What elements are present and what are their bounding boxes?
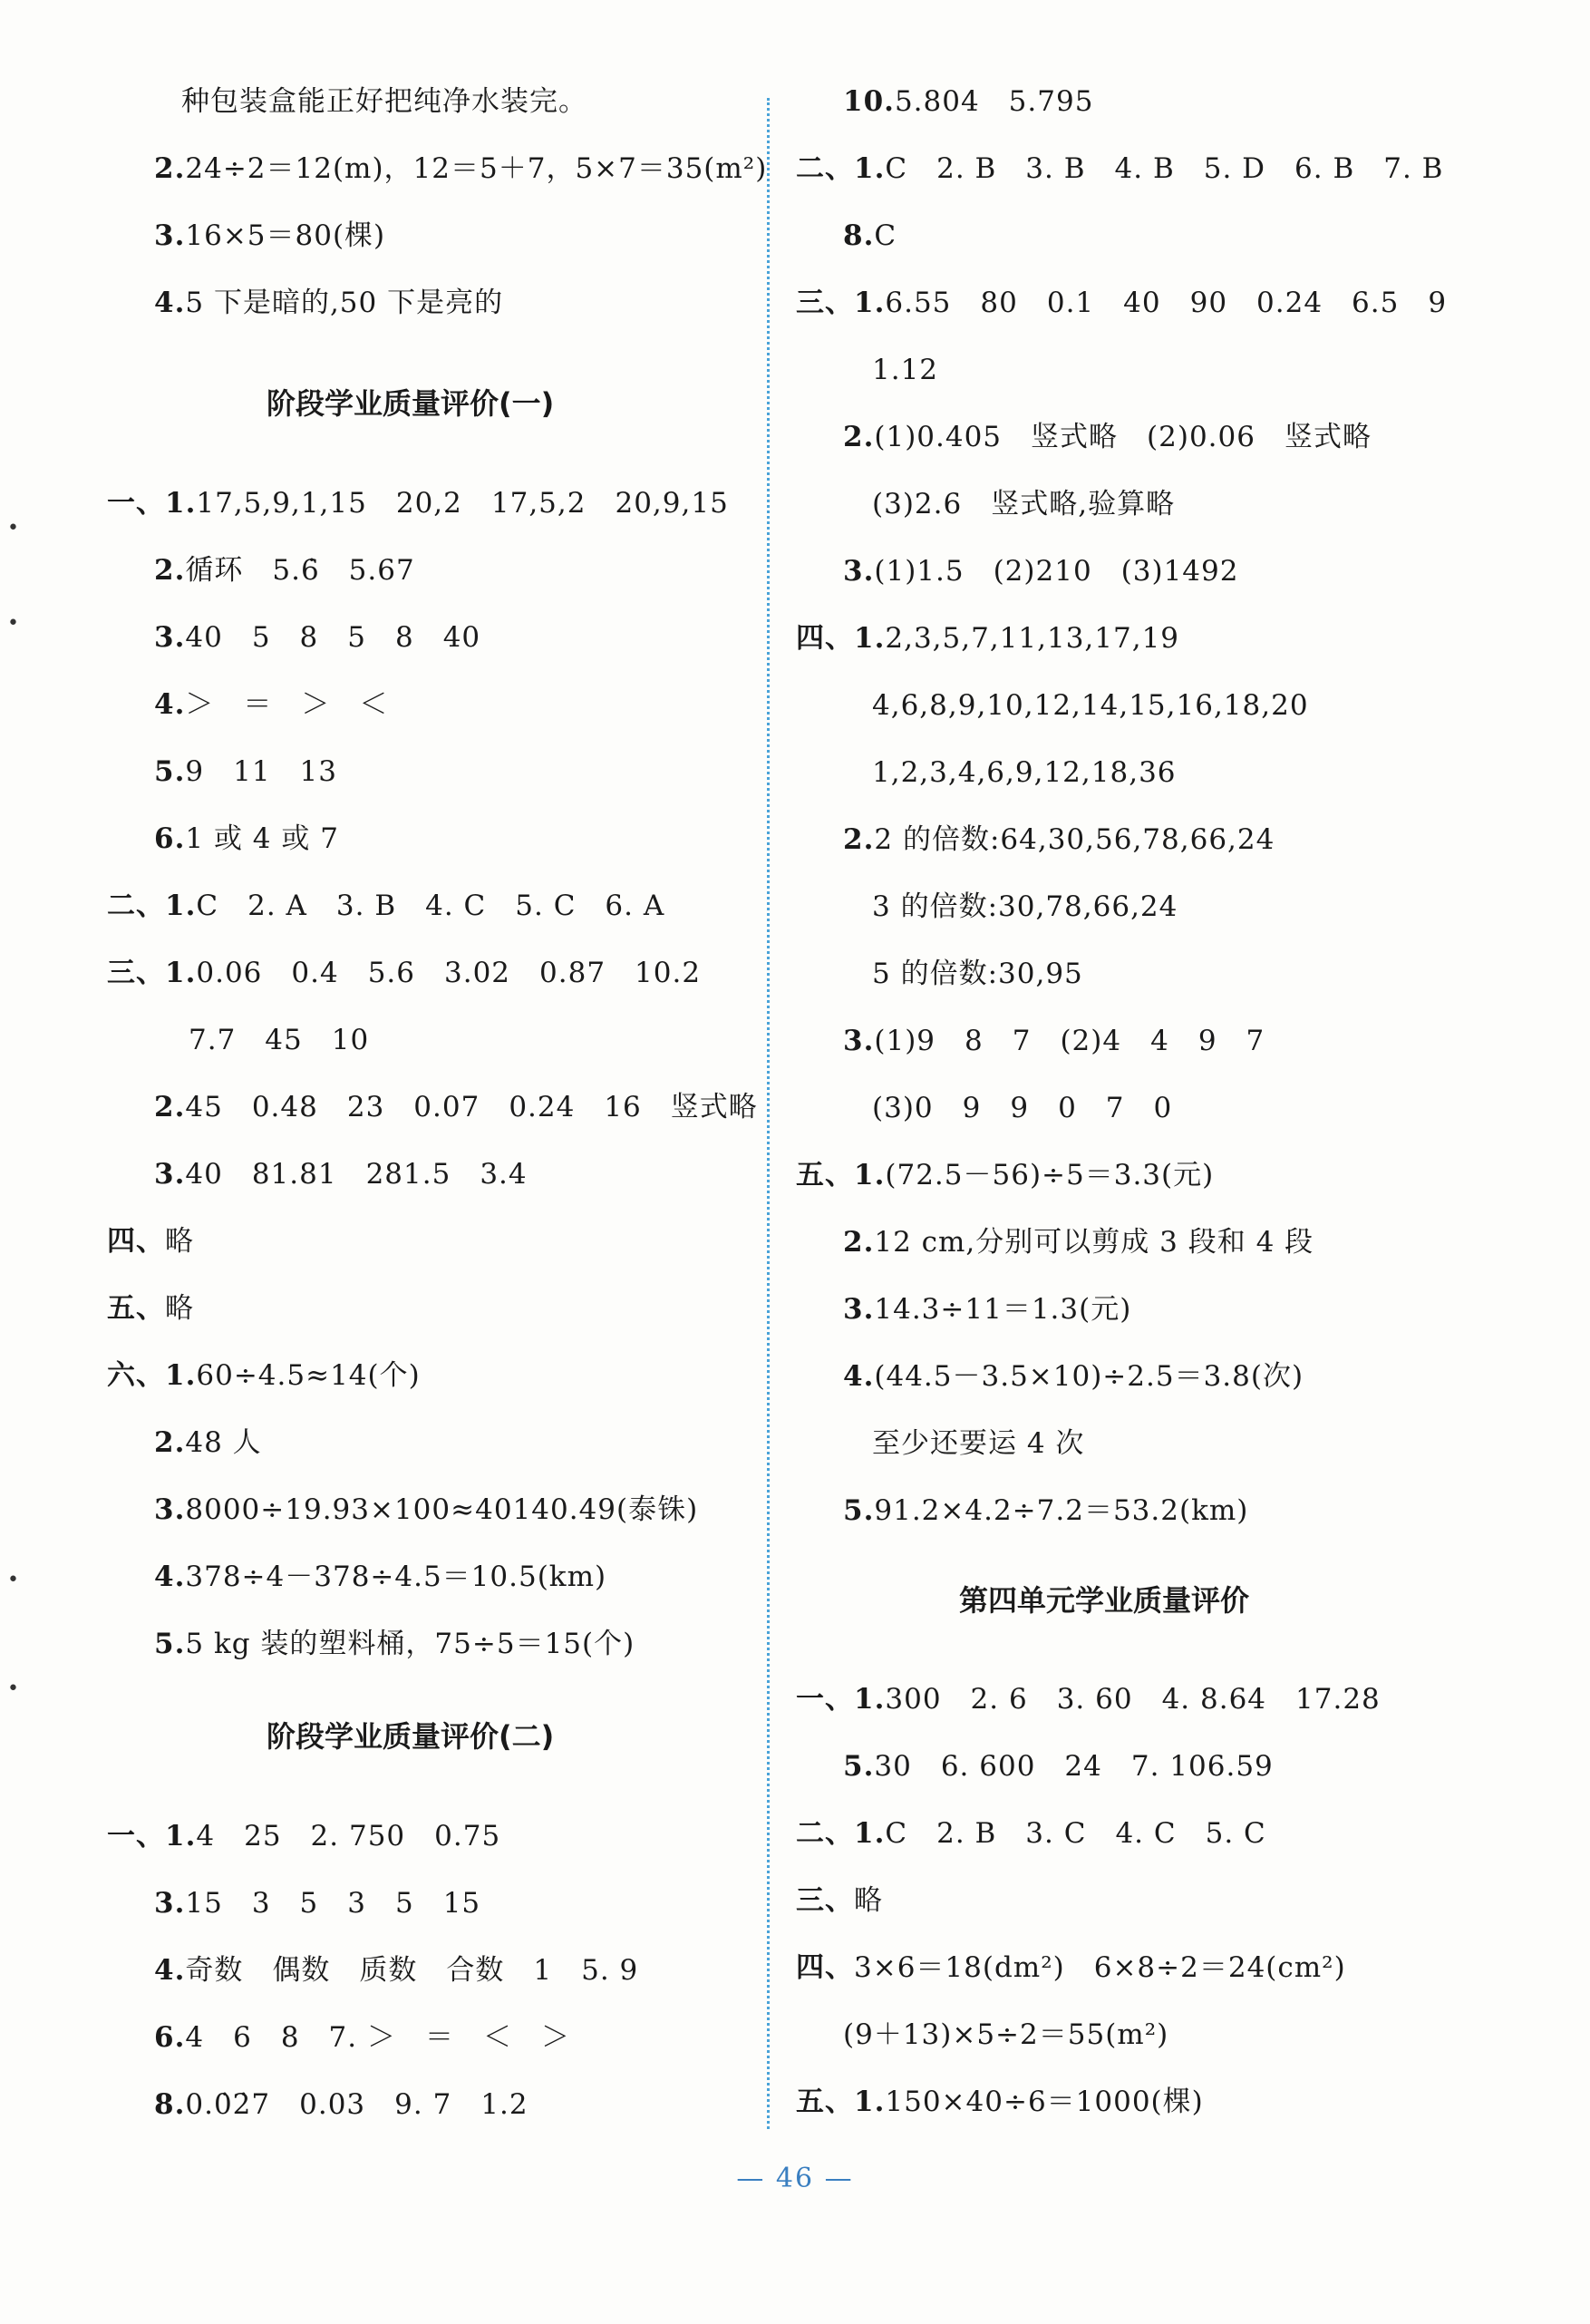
answer-continuation (872, 889, 1178, 925)
answer-line (154, 285, 503, 321)
answer-line (154, 754, 337, 790)
answer-line (154, 1492, 698, 1528)
answer-number: 3. (154, 621, 186, 654)
answer-continuation (872, 687, 1309, 724)
section-heading: 第四单元学业质量评价 (959, 1583, 1250, 1618)
answer-text: 2 的倍数:64,30,56,78,66,24 (874, 823, 1275, 856)
answer-text: (44.5－3.5×10)÷2.5＝3.8(次) (874, 1360, 1304, 1393)
answer-number: 四、1. (796, 622, 886, 655)
answer-line (796, 2084, 1204, 2120)
answer-text: 9 11 13 (185, 755, 337, 788)
answer-continuation (872, 956, 1083, 992)
answer-text: 略 (854, 1884, 883, 1917)
answer-text: 3 的倍数:30,78,66,24 (872, 890, 1178, 923)
answer-number: 3. (154, 219, 186, 252)
answer-line (154, 2019, 570, 2056)
answer-text: C 2. A 3. B 4. C 5. C 6. A (196, 890, 665, 922)
margin-mark: • (7, 612, 19, 635)
answer-text: 5.804 5.795 (894, 85, 1094, 118)
answer-text: 7.7 45 10 (189, 1024, 370, 1056)
section-heading: 阶段学业质量评价(一) (267, 386, 555, 421)
margin-mark: • (7, 1677, 19, 1700)
answer-continuation (872, 1090, 1172, 1126)
answer-text: 4 6 8 7. ＞ ＝ ＜ ＞ (185, 2021, 570, 2054)
answer-line (107, 1818, 500, 1854)
answer-line (843, 218, 897, 254)
answer-number: 8. (154, 2088, 186, 2121)
answer-line (107, 1357, 421, 1394)
answer-text: (1)0.405 竖式略 (2)0.06 竖式略 (874, 421, 1372, 453)
answer-number: 二、1. (107, 890, 197, 922)
answer-text: (3)0 9 9 0 7 0 (872, 1092, 1173, 1124)
answer-number: 2. (843, 1226, 875, 1259)
answer-number: 4. (154, 287, 186, 319)
answer-text: (72.5－56)÷5＝3.3(元) (885, 1159, 1215, 1191)
answer-number: 4. (154, 1561, 186, 1593)
answer-text: 24÷2＝12(m)，12＝5＋7，5×7＝35(m²) (185, 152, 768, 185)
answer-number: 四、 (796, 1951, 854, 1984)
answer-text: 30 6. 600 24 7. 106.59 (874, 1750, 1274, 1783)
answer-number: 6. (154, 822, 186, 855)
answer-line (796, 1950, 1346, 1986)
answer-continuation (189, 1022, 369, 1058)
answer-number: 2. (154, 554, 186, 587)
answer-text: 60÷4.5≈14(个) (196, 1359, 421, 1392)
answer-text: 2,3,5,7,11,13,17,19 (885, 622, 1180, 655)
answer-line (107, 1290, 194, 1327)
answer-text: 6.55 80 0.1 40 90 0.24 6.5 9 (885, 287, 1448, 319)
answer-number: 2. (843, 823, 875, 856)
answer-number: 5. (154, 755, 186, 788)
section-heading: 阶段学业质量评价(二) (267, 1719, 555, 1754)
answer-line (843, 83, 1093, 120)
answer-line (843, 419, 1372, 455)
answer-text: 4,6,8,9,10,12,14,15,16,18,20 (872, 689, 1309, 722)
answer-number: 3. (154, 1493, 186, 1526)
answer-text: 至少还要运 4 次 (872, 1427, 1085, 1460)
answer-number: 一、1. (107, 487, 197, 520)
answer-text: 5 kg 装的塑料桶，75÷5＝15(个) (185, 1628, 635, 1660)
answer-line (154, 1156, 528, 1192)
answer-number: 五、 (107, 1292, 165, 1325)
answer-text: 17,5,9,1,15 20,2 17,5,2 20,9,15 (196, 487, 729, 520)
answer-text: 5 的倍数:30,95 (872, 958, 1083, 990)
answer-text: 14.3÷11＝1.3(元) (874, 1293, 1132, 1326)
answer-text: 8000÷19.93×100≈40140.49(泰铢) (185, 1493, 699, 1526)
answer-text: ＞ ＝ ＞ ＜ (185, 688, 389, 721)
answer-text: 1,2,3,4,6,9,12,18,36 (872, 756, 1177, 789)
answer-number: 3. (843, 1025, 875, 1057)
answer-text: 150×40÷6＝1000(棵) (885, 2086, 1204, 2118)
answer-line (843, 822, 1275, 858)
answer-number: 2. (154, 1091, 186, 1123)
answer-number: 二、1. (796, 1817, 886, 1850)
answer-line (796, 620, 1179, 656)
answer-number: 4. (154, 1954, 186, 1987)
answer-line (796, 1882, 883, 1919)
answer-number: 一、1. (107, 1820, 197, 1852)
answer-continuation (872, 754, 1177, 791)
answer-text: (1)9 8 7 (2)4 4 9 7 (874, 1025, 1265, 1057)
answer-line (154, 151, 767, 187)
answer-line (154, 1425, 262, 1461)
answer-line (154, 619, 480, 656)
answer-number: 四、 (107, 1225, 165, 1258)
answer-text: 378÷4－378÷4.5＝10.5(km) (185, 1561, 607, 1593)
answer-number: 3. (843, 555, 875, 588)
answer-line (154, 686, 388, 723)
answer-line (843, 1224, 1314, 1260)
answer-text: C 2. B 3. C 4. C 5. C (885, 1817, 1266, 1850)
answer-line (796, 285, 1447, 321)
answer-text: 3×6＝18(dm²) 6×8÷2＝24(cm²) (854, 1951, 1346, 1984)
answer-number: 5. (843, 1750, 875, 1783)
answer-number: 二、1. (796, 152, 886, 185)
answer-text: C 2. B 3. B 4. B 5. D 6. B 7. B (885, 152, 1444, 185)
answer-line (154, 821, 339, 857)
answer-number: 三、 (796, 1884, 854, 1917)
answer-number: 5. (154, 1628, 186, 1660)
answer-text: (9＋13)×5÷2＝55(m²) (843, 2018, 1169, 2051)
answer-text: 16×5＝80(棵) (185, 219, 386, 252)
answer-line (154, 1885, 480, 1921)
answer-number: 5. (843, 1494, 875, 1527)
answer-continuation (843, 2017, 1168, 2053)
answer-text: 40 81.81 281.5 3.4 (185, 1158, 528, 1191)
answer-text: 91.2×4.2÷7.2＝53.2(km) (874, 1494, 1249, 1527)
answer-number: 4. (154, 688, 186, 721)
answer-line (796, 151, 1443, 187)
answer-continuation (872, 1425, 1084, 1462)
column-divider (767, 98, 770, 2129)
answer-line (843, 553, 1238, 589)
answer-text: 1 或 4 或 7 (185, 822, 339, 855)
answer-number: 6. (154, 2021, 186, 2054)
answer-line (107, 485, 729, 521)
answer-text: 略 (165, 1225, 194, 1258)
answer-text: 4 25 2. 750 0.75 (196, 1820, 501, 1852)
answer-line (154, 552, 415, 588)
margin-mark: • (7, 1569, 19, 1591)
answer-number: 2. (843, 421, 875, 453)
answer-number: 六、1. (107, 1359, 197, 1392)
answer-text: 0.0̇2̇7 0.03 9. 7 1.2 (185, 2088, 528, 2121)
answer-text: (1)1.5 (2)210 (3)1492 (874, 555, 1239, 588)
answer-text: 1.12 (872, 354, 939, 386)
answer-line (107, 888, 664, 924)
answer-text: 0.06 0.4 5.6 3.02 0.87 10.2 (196, 957, 702, 989)
answer-line (107, 1223, 194, 1259)
answer-text: 种包装盒能正好把纯净水装完。 (181, 85, 587, 118)
answer-text: 15 3 5 3 5 15 (185, 1887, 481, 1920)
answer-line (154, 1089, 758, 1125)
answer-continuation (872, 486, 1175, 522)
answer-number: 10. (843, 85, 895, 118)
answer-line (107, 955, 701, 991)
margin-mark: • (7, 517, 19, 540)
answer-number: 三、1. (107, 957, 197, 989)
page-number: — 46 — (736, 2163, 854, 2194)
answer-number: 五、1. (796, 1159, 886, 1191)
answer-line (843, 1023, 1265, 1059)
answer-text: 40 5 8 5 8 40 (185, 621, 481, 654)
answer-number: 五、1. (796, 2086, 886, 2118)
answer-number: 一、1. (796, 1683, 886, 1716)
answer-line (154, 218, 385, 254)
answer-line (843, 1358, 1304, 1395)
answer-text: 奇数 偶数 质数 合数 1 5. 9 (185, 1954, 639, 1987)
answer-text: 5 下是暗的,50 下是亮的 (185, 287, 504, 319)
answer-number: 4. (843, 1360, 875, 1393)
answer-line (843, 1493, 1248, 1529)
answer-number: 3. (154, 1887, 186, 1920)
answer-text: 12 cm,分别可以剪成 3 段和 4 段 (874, 1226, 1314, 1259)
answer-text: 300 2. 6 3. 60 4. 8.64 17.28 (885, 1683, 1381, 1716)
answer-number: 3. (154, 1158, 186, 1191)
answer-line (154, 1559, 606, 1595)
answer-line (796, 1681, 1381, 1717)
answer-number: 2. (154, 152, 186, 185)
answer-text: 循环 5.6̇ 5.67 (185, 554, 415, 587)
answer-continuation (872, 352, 938, 388)
answer-text: 45 0.48 23 0.07 0.24 16 竖式略 (185, 1091, 758, 1123)
answer-number: 3. (843, 1293, 875, 1326)
answer-line (796, 1815, 1266, 1852)
answer-number: 三、1. (796, 287, 886, 319)
answer-line (154, 2086, 528, 2123)
answer-line (843, 1291, 1131, 1327)
answer-line (796, 1157, 1214, 1193)
answer-text: C (874, 219, 897, 252)
answer-line (843, 1748, 1274, 1784)
answer-continuation (181, 83, 587, 120)
answer-text: 略 (165, 1292, 194, 1325)
answer-number: 8. (843, 219, 875, 252)
answer-text: (3)2.6 竖式略,验算略 (872, 488, 1176, 520)
answer-number: 2. (154, 1426, 186, 1459)
answer-line (154, 1626, 635, 1662)
answer-text: 48 人 (185, 1426, 262, 1459)
answer-line (154, 1952, 638, 1989)
